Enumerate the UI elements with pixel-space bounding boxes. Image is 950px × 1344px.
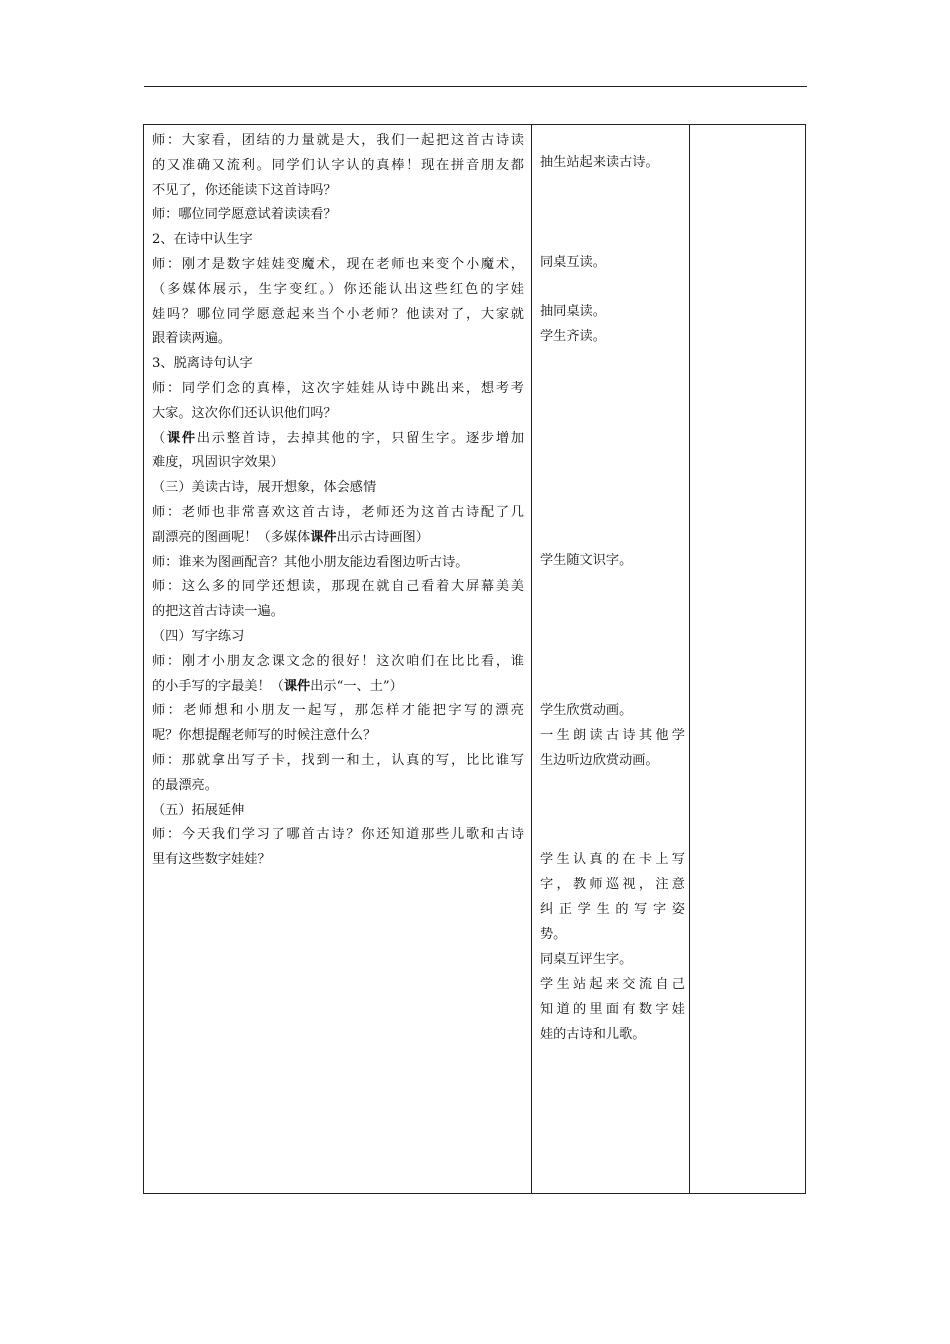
- text-line: 势。: [540, 927, 567, 942]
- emphasis-text: 课件: [283, 678, 311, 694]
- emphasis-text: 课件: [310, 529, 337, 545]
- text-line: 的小手写的字最美！（课件出示“一、土”）: [152, 678, 403, 694]
- text-line: 里有这些数字娃娃？: [152, 852, 271, 868]
- text-line: 呢？你想提醒老师写的时候注意什么？: [152, 728, 377, 744]
- text-line: 知道的里面有数字娃: [540, 1002, 685, 1017]
- text-line: 难度，巩固识字效果）: [152, 455, 284, 471]
- section-heading: （五）拓展延伸: [152, 802, 245, 818]
- text-line: 师：今天我们学习了哪首古诗？你还知道那些儿歌和古诗: [152, 827, 524, 843]
- section-heading: （三）美读古诗，展开想象，体会感情: [152, 480, 377, 496]
- text-line: 师：谁来为图画配音？其他小朋友能边看图边听古诗。: [152, 554, 469, 570]
- lesson-table: [143, 124, 806, 1194]
- text-line: 一生朗读古诗其他学: [540, 728, 685, 743]
- text-line: 师：老师也非常喜欢这首古诗，老师还为这首古诗配了几: [152, 504, 524, 520]
- header-rule: [144, 86, 807, 87]
- text-line: 师：大家看，团结的力量就是大，我们一起把这首古诗读: [152, 133, 524, 148]
- text-line: 娃的古诗和儿歌。: [540, 1027, 646, 1042]
- text-line: 抽同桌读。: [540, 304, 606, 319]
- text-line: 纠正学生的写字姿: [540, 902, 685, 917]
- text-line: 师：哪位同学愿意试着读读看？: [152, 207, 337, 223]
- text-line: 的最漂亮。: [152, 777, 218, 793]
- text-line: 学生站起来交流自己: [540, 977, 685, 992]
- text-line: 师：刚才小朋友念课文念的很好！这次咱们在比比看，谁: [152, 653, 524, 669]
- text-line: 师：刚才是数字娃娃变魔术，现在老师也来变个小魔术，: [152, 256, 524, 272]
- text-line: 不见了，你还能读下这首诗吗？: [152, 182, 337, 198]
- text-line: 副漂亮的图画呢！（多媒体课件出示古诗画图）: [152, 529, 429, 545]
- text-line: 同桌互读。: [540, 255, 606, 270]
- text-line: 字，教师巡视，注意: [540, 877, 685, 892]
- text-line: 学生随文识字。: [540, 553, 633, 568]
- text-line: 大家。这次你们还认识他们吗？: [152, 405, 337, 421]
- teacher-activity-column: [152, 129, 524, 873]
- text-line: 的把这首古诗读一遍。: [152, 604, 284, 620]
- emphasis-text: 课件: [166, 430, 197, 446]
- text-line: 师：老师想和小朋友一起写，那怎样才能把字写的漂亮: [152, 703, 524, 719]
- text-line: 师：那就拿出写子卡，找到一和土，认真的写，比比谁写: [152, 752, 524, 768]
- text-line: （多媒体展示，生字变红。）你还能认出这些红色的字娃: [152, 281, 524, 297]
- text-line: 学生欣赏动画。: [540, 703, 633, 718]
- text-line: 的又准确又流利。同学们认字认的真棒！现在拼音朋友都: [152, 157, 524, 173]
- section-heading: 3、脱离诗句认字: [152, 356, 253, 372]
- section-heading: 2、在诗中认生字: [152, 232, 253, 248]
- text-line: 学生齐读。: [540, 329, 606, 344]
- section-heading: （四）写字练习: [152, 628, 245, 644]
- text-line: 师：同学们念的真棒，这次字娃娃从诗中跳出来，想考考: [152, 380, 524, 396]
- text-line: 同桌互评生字。: [540, 952, 633, 967]
- text-line: 生边听边欣赏动画。: [540, 753, 659, 768]
- text-line: （课件出示整首诗，去掉其他的字，只留生字。逐步增加: [152, 430, 524, 446]
- column-divider: [531, 125, 532, 1193]
- text-line: 学生认真的在卡上写: [540, 852, 685, 867]
- text-line: 跟着读两遍。: [152, 331, 232, 347]
- column-divider: [689, 125, 690, 1193]
- text-line: 抽生站起来读古诗。: [540, 155, 659, 170]
- text-line: 师：这么多的同学还想读，那现在就自己看着大屏幕美美: [152, 579, 524, 595]
- text-line: 娃吗？哪位同学愿意起来当个小老师？他读对了，大家就: [152, 306, 524, 322]
